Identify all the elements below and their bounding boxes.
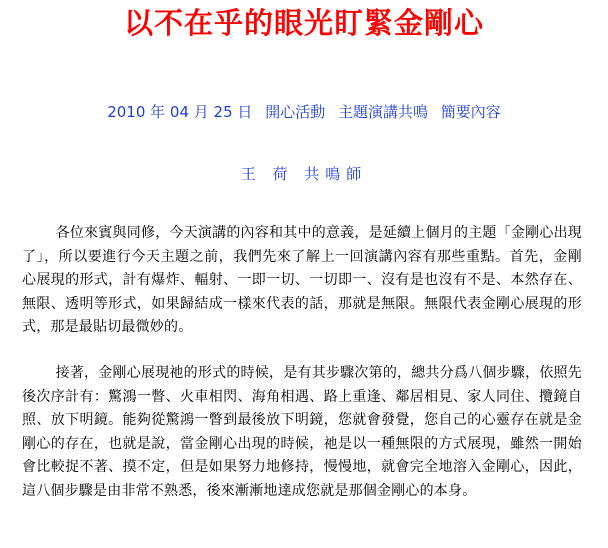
event-type: 簡要內容 bbox=[440, 103, 501, 121]
event-name: 開心活動 bbox=[265, 103, 326, 121]
event-topic: 主題演講共鳴 bbox=[337, 103, 428, 121]
event-subtitle bbox=[0, 101, 608, 123]
event-date: 2010 年 04 月 25 日 bbox=[107, 103, 253, 121]
author-line: 王 荷 共鳴師 bbox=[240, 165, 368, 183]
body-paragraph-2: 接著，金剛心展現祂的形式的時候，是有其步驟次第的，總共分爲八個步驟，依照先後次序計有：驚鴻一瞥、火車相閃、海角相遇、路上重逢、鄰居相見、家人同住、攬鏡自照、放下明鏡。能夠從驚鴻一瞥到最後放下明鏡，您就會發覺，您自己的心靈存在就是金剛心的存在，也就是說，當金剛心出現的時候，祂是以一種無限的方式展現，雖然一開始會比較捉不著、摸不定，但是如果努力地修持，慢慢地，就會完全地溶入金剛心，因此，這八個步驟是由非常不熟悉，後來漸漸地達成您就是那個金剛心的本身。 bbox=[22, 365, 582, 499]
page-title: 以不在乎的眼光盯緊金剛心 bbox=[123, 6, 484, 40]
body-paragraph-1: 各位來賓與同修，今天演講的內容和其中的意義，是延續上個月的主題「金剛心出現了」，所以要進行今天主題之前，我們先來了解上一回演講內容有那些重點。首先，金剛心展現的形式，計有爆炸、輻射、一即一切、一切即一、沒有是也沒有不是、本然存在、無限、透明等形式，如果歸結成一樣來代表的話，那就是無限。無限代表金剛心展現的形式，那是最貼切最微妙的。 bbox=[22, 225, 582, 335]
